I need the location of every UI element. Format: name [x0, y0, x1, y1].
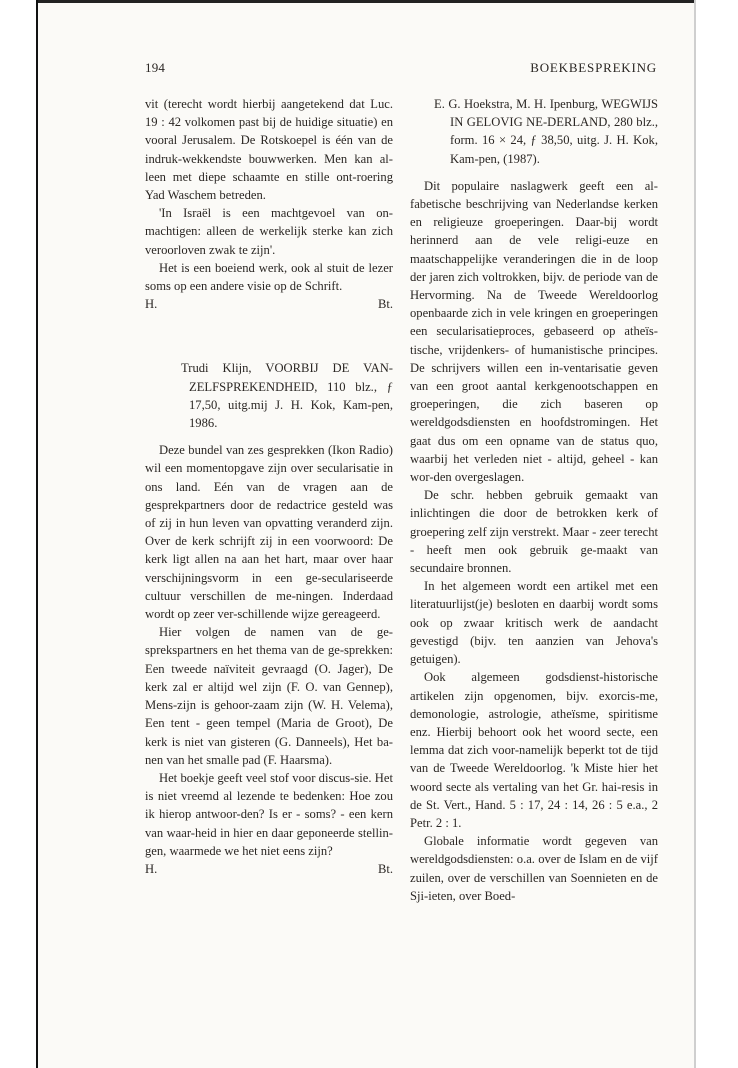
- paragraph: Hier volgen de namen van de ge-sprekspartners en het thema van de ge-sprekken: Een tweede naïviteit gevraagd (O. Jager), De kerk zal er altijd wel zijn (F. O. van Gennep), Mens-zijn is gehoor-zaam zijn (W. H. Velema), Een tent - geen tempel (Maria de Groot), De kerk is niet van gisteren (G. Danneels), Het ba-nen van het smalle pad (F. Haarsma).: [145, 625, 393, 767]
- page-number: 194: [145, 60, 166, 75]
- paragraph: Globale informatie wordt gegeven van wereldgodsdiensten: o.a. over de Islam en de vijf zuilen, over de verschillen van Soennieten en de Sji-ieten, over Boed-: [410, 834, 658, 903]
- paragraph: De schr. hebben gebruik gemaakt van inlichtingen die door de betrokken kerk of groepering zelf zijn verstrekt. Maar - zeer terecht - heeft men ook gebruik ge-maakt van secundaire bronnen.: [410, 488, 658, 576]
- signature-reviewer: Bt.: [377, 861, 393, 876]
- review-signature: [145, 860, 393, 878]
- paragraph: In het algemeen wordt een artikel met een literatuurlijst(je) besloten en daarbij wordt soms ook op zwaar kritisch werk de aandacht gevestigd (bijv. ten aanzien van Jehova's getuigen).: [410, 579, 658, 667]
- section-title: BOEKBESPREKING: [530, 60, 657, 75]
- scan-right-edge: [694, 0, 738, 1068]
- bibliographic-entry: E. G. Hoekstra, M. H. Ipenburg, WEGWIJS IN GELOVIG NE-DERLAND, 280 blz., form. 16 × 24, ƒ 38,50, uitg. J. H. Kok, Kam-pen, (1987).: [434, 97, 658, 166]
- signature-reviewer: Bt.: [377, 297, 393, 312]
- signature-initial: H.: [145, 297, 158, 312]
- signature-initial: H.: [145, 861, 158, 876]
- paragraph: Het boekje geeft veel stof voor discus-sie. Het is niet vreemd al lezende te bedenken: Hoe zou ik hierop antwoor-den? Is er - soms? - een kern van waar-heid in hier en daar geponeerde stellin-gen, waarmede we het niet eens zijn?: [145, 770, 393, 858]
- bibliographic-entry: Trudi Klijn, VOORBIJ DE VAN-ZELFSPREKENDHEID, 110 blz., ƒ 17,50, uitg.mij J. H. Kok, Kam-pen, 1986.: [181, 361, 393, 431]
- review-signature: [145, 295, 393, 313]
- running-header: [145, 60, 657, 80]
- paragraph: 'In Israël is een machtgevoel van on-machtigen: alleen de werkelijk sterke kan zich veroorloven zwak te zijn'.: [145, 206, 393, 257]
- left-column: [145, 95, 393, 878]
- paragraph: Het is een boeiend werk, ook al stuit de lezer soms op een andere visie op de Schrift.: [145, 260, 393, 294]
- paragraph: Deze bundel van zes gesprekken (Ikon Radio) wil een momentopgave zijn over secularisatie in ons land. Eén van de vragen aan de gesprekpartners door de redactrice gesteld was of zij in hun leven van opvatting veranderd zijn. Over de kerk schrijft zij in een voorwoord: De kerk ligt allen na aan het hart, maar over haar verschijningsvorm in een ge-seculariseerde cultuur verschillen de me-ningen. Inderdaad wordt op zeer ver-schillende wijze gereageerd.: [145, 443, 393, 622]
- paragraph: vit (terecht wordt hierbij aangetekend dat Luc. 19 : 42 volkomen past bij de huidige situatie) en vooral Jerusalem. De Rotskoepel is één van de indruk-wekkendste bouwwerken. Men kan al-leen met diepe schaamte en stille ont-roering Yad Waschem betreden.: [145, 97, 393, 203]
- right-column: [410, 95, 658, 905]
- paragraph: Dit populaire naslagwerk geeft een al-fabetische beschrijving van Nederlandse kerken en religieuze groeperingen. Daar-bij wordt herinnerd aan de vele religi-euze en maatschappelijke veranderingen die in de loop der jaren zich voltrokken, bijv. de periode van de Hervorming. Na de Tweede Wereldoorlog openbaarde zich in vele kringen en groeperingen een secularisatieproces, gebaseerd op atheïs-tische, vrijdenkers- of humanistische principes. De schrijvers willen een in-ventarisatie geven van een groot aantal kerkgenootschappen en groeperingen, die zich baseren op wereldgodsdiensten en hoofdstromingen. Het gaat dus om een opname van de status quo, waarbij het verleden niet - altijd, geheel - kan wor-den overgeslagen.: [410, 178, 658, 485]
- paragraph: Ook algemeen godsdienst-historische artikelen zijn opgenomen, bijv. exorcis-me, demonologie, astrologie, atheïsme, spiritisme enz. Hierbij behoort ook het woord secte, een lemma dat zich voor-namelijk beperkt tot de tijd van de Tweede Wereldoorlog. 'k Miste hier het woord secte als vertaling van het Gr. hai-resis in de St. Vert., Hand. 5 : 17, 24 : 14, 26 : 5 e.a., 2 Petr. 2 : 1.: [410, 670, 658, 830]
- scan-left-edge: [0, 0, 38, 1068]
